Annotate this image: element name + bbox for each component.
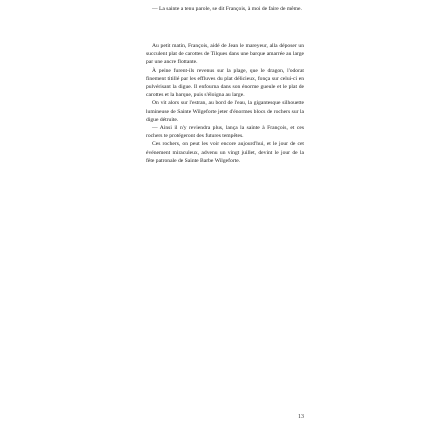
paragraph-4: — Ainsi il n'y reviendra plus, lança la sainte à François, et ces rochers te protégeront des futures tempêtes. — [146, 125, 304, 140]
page-number: 13 — [298, 414, 304, 420]
opening-paragraph: — La sainte a tenu parole, se dit François, à moi de faire de même. — [152, 6, 302, 12]
paragraph-5: Ces rochers, on peut les voir encore aujourd'hui, et le jour de cet événement miraculeux, advenu un vingt juillet, devint le jour de la fête patronale de Sainte Barbe Wilgeforte. — [146, 141, 304, 164]
paragraph-1: Au petit matin, François, aidé de Jean le mareyeur, alla déposer un succulent plat de carottes de Tilques dans une barque amarrée au large par une ancre flottante. — [146, 43, 304, 66]
paragraph-3: On vit alors sur l'estran, au bord de l'eau, la gigantesque silhouette lumineuse de Sainte Wilgeforte jeter d'énormes blocs de rochers sur la digue détruite. — [146, 100, 304, 123]
body-text — [146, 42, 304, 165]
paragraph-2: À peine furent-ils revenus sur la plage, que le dragon, l'odorat finement titillé par les effluves du plat délicieux, fonça sur celui-ci en pulvérisant la digue. Il enfourna dans son énorme gueule et le plat de carottes et la barque, puis s'éloigna au large. — [146, 67, 304, 99]
